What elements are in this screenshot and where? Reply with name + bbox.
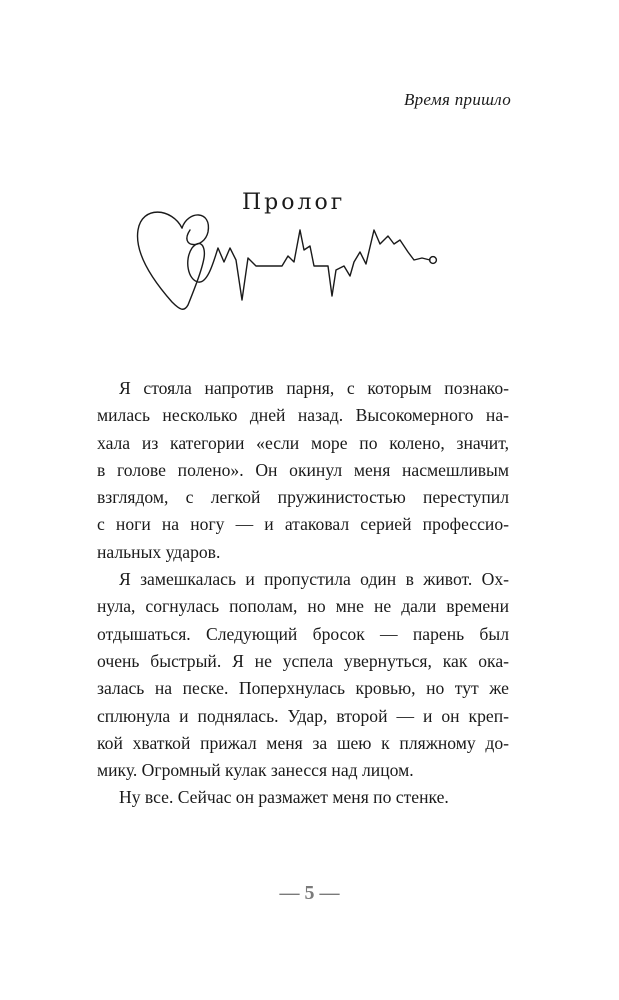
text-line: в голове полено». Он окинул меня насмешливым bbox=[97, 459, 509, 480]
text-line: мику. Огромный кулак занесся над лицом. bbox=[97, 760, 414, 781]
text-line: сплюнула и поднялась. Удар, второй — и он креп- bbox=[97, 705, 509, 726]
heart-heartbeat-line-icon bbox=[132, 200, 452, 315]
text-line: Я стояла напротив парня, с которым познако- bbox=[119, 378, 509, 398]
text-line: хала из категории «если море по колено, значит, bbox=[97, 432, 509, 453]
paragraph-3 bbox=[97, 784, 509, 811]
body-text bbox=[97, 375, 509, 812]
text-line: Ну все. Сейчас он размажет меня по стенке. bbox=[119, 787, 449, 808]
text-line: с ноги на ногу — и атаковал серией профессио- bbox=[97, 514, 509, 535]
running-header: Время пришло bbox=[403, 90, 511, 109]
text-line: отдышаться. Следующий бросок — парень был bbox=[97, 623, 509, 644]
text-line: милась несколько дней назад. Высокомерного на- bbox=[97, 405, 509, 426]
text-line: взглядом, с легкой пружинистостью переступил bbox=[97, 487, 509, 508]
text-line: кой хваткой прижал меня за шею к пляжному до- bbox=[97, 732, 509, 753]
chapter-title: Пролог bbox=[242, 190, 346, 215]
text-line: нальных ударов. bbox=[97, 541, 221, 562]
text-line: очень быстрый. Я не успела увернуться, как ока- bbox=[97, 650, 509, 671]
paragraph-1 bbox=[97, 375, 509, 566]
paragraph-2 bbox=[97, 566, 509, 784]
text-line: залась на песке. Поперхнулась кровью, но тут же bbox=[97, 678, 509, 699]
text-line: Я замешкалась и пропустила один в живот. Ох- bbox=[119, 569, 509, 590]
text-line: нула, согнулась пополам, но мне не дали времени bbox=[97, 596, 509, 617]
page-number: — 5 — bbox=[279, 882, 340, 904]
